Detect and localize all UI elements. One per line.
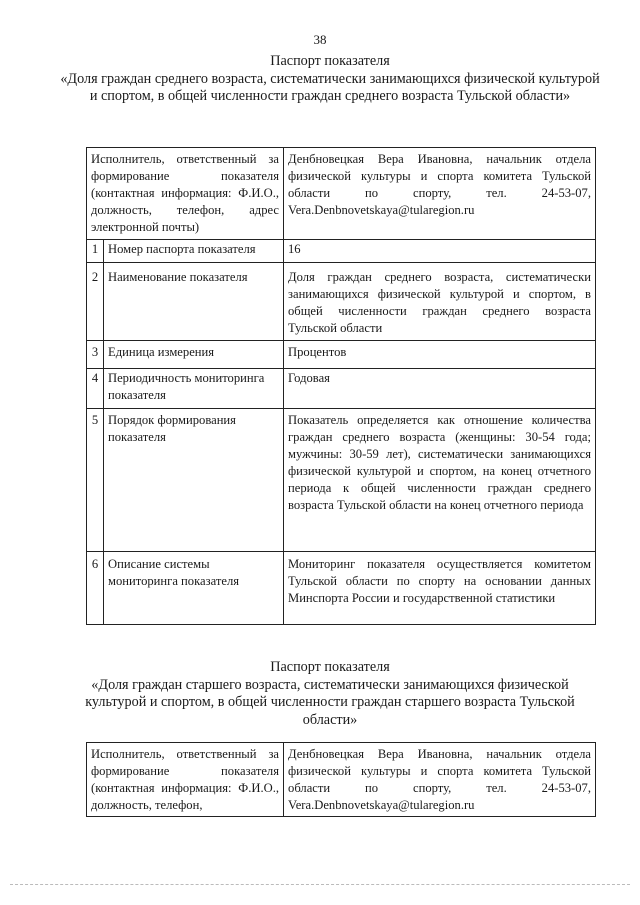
row-number: 6 (87, 552, 104, 625)
table-row (87, 341, 596, 369)
row-label: Описание системы мониторинга показателя (104, 552, 284, 625)
passport-title: Паспорт показателя (270, 53, 390, 69)
row-label: Номер паспорта показателя (104, 240, 284, 263)
row-number: 3 (87, 341, 104, 369)
row-value: Годовая (284, 369, 596, 409)
row-label: Наименование показателя (104, 263, 284, 341)
scan-artifact-divider (10, 884, 630, 887)
row-label: Порядок формирования показателя (104, 409, 284, 552)
row-number: 5 (87, 409, 104, 552)
row-number: 1 (87, 240, 104, 263)
contact-row (87, 148, 596, 240)
passport-subtitle: «Доля граждан старшего возраста, систематически занимающихся физической культурой и спортом, в общей численности граждан старшего возраста Тульской области» (85, 676, 575, 728)
row-value: Доля граждан среднего возраста, систематически занимающихся физической культурой и спортом, в общей численности граждан среднего возраста Тульской области (284, 263, 596, 341)
passport-table-2 (86, 742, 596, 817)
row-value: Процентов (284, 341, 596, 369)
contact-value: Денбновецкая Вера Ивановна, начальник отдела физической культуры и спорта комитета Тульской области по спорту, тел. 24-53-07, Vera.Denbnovetskaya@tularegion.ru (284, 743, 596, 817)
contact-value: Денбновецкая Вера Ивановна, начальник отдела физической культуры и спорта комитета Тульской области по спорту, тел. 24-53-07, Vera.Denbnovetskaya@tularegion.ru (284, 148, 596, 240)
row-value: Мониторинг показателя осуществляется комитетом Тульской области по спорту на основании данных Минспорта России и государственной статистики (284, 552, 596, 625)
contact-label: Исполнитель, ответственный за формирование показателя (контактная информация: Ф.И.О., должность, телефон, адрес электронной почты) (87, 148, 284, 240)
row-label: Периодичность мониторинга показателя (104, 369, 284, 409)
row-value: 16 (284, 240, 596, 263)
page-number: 38 (313, 32, 327, 47)
contact-label: Исполнитель, ответственный за формирование показателя (контактная информация: Ф.И.О., должность, телефон, (87, 743, 284, 817)
passport-header-2 (60, 659, 600, 729)
passport-title: Паспорт показателя (270, 659, 390, 675)
passport-subtitle: «Доля граждан среднего возраста, систематически занимающихся физической культурой и спортом, в общей численности граждан среднего возраста Тульской области» (60, 70, 600, 104)
table-row (87, 240, 596, 263)
contact-row (87, 743, 596, 817)
table-row (87, 552, 596, 625)
row-value: Показатель определяется как отношение количества граждан среднего возраста (женщины: 30-54 года; мужчины: 30-59 лет), систематически занимающихся физической культурой и спортом, на конец отчетного периода к общей численности граждан среднего возраста Тульской области на конец отчетного периода (284, 409, 596, 552)
table-row (87, 263, 596, 341)
row-number: 4 (87, 369, 104, 409)
passport-table-1 (86, 147, 596, 625)
row-number: 2 (87, 263, 104, 341)
table-row (87, 369, 596, 409)
table-row (87, 409, 596, 552)
row-label: Единица измерения (104, 341, 284, 369)
passport-header-1 (60, 53, 600, 106)
